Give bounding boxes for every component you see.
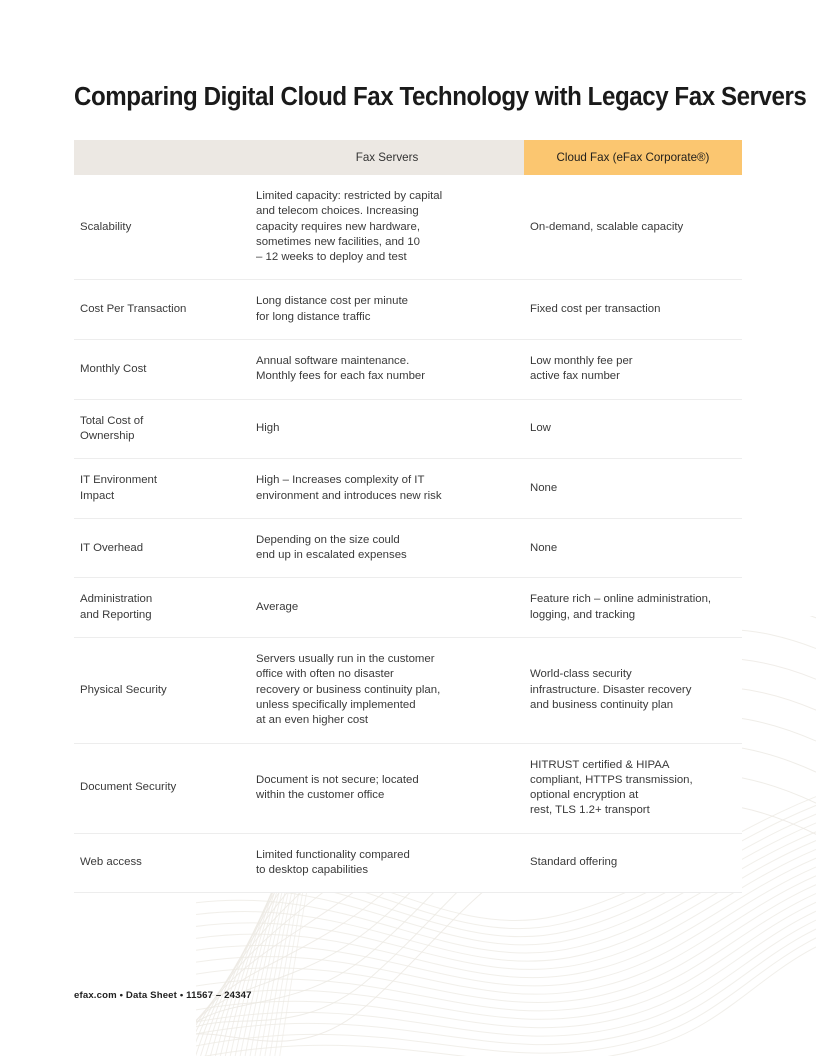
cell-line: optional encryption at (530, 789, 639, 802)
cell-fax-servers-5 (250, 518, 524, 578)
cell-line: Scalability (80, 220, 132, 233)
cell-line: office with often no disaster (256, 668, 394, 681)
cell-line: environment and introduces new risk (256, 489, 442, 502)
table-row (74, 399, 742, 459)
cell-cloud-fax-8 (524, 743, 742, 833)
cell-feature-7 (74, 638, 250, 743)
cell-line: None (530, 541, 558, 554)
cell-cloud-fax-9 (524, 833, 742, 893)
column-header-fax-servers: Fax Servers (250, 140, 524, 175)
cell-line: logging, and tracking (530, 608, 636, 621)
cell-feature-2 (74, 340, 250, 400)
cell-line: and Reporting (80, 608, 152, 621)
cell-fax-servers-3 (250, 399, 524, 459)
cell-line: Standard offering (530, 856, 618, 869)
cell-fax-servers-0 (250, 175, 524, 280)
cell-line: Administration (80, 593, 153, 606)
table-header-row (74, 140, 742, 175)
cell-line: Physical Security (80, 683, 167, 696)
cell-feature-1 (74, 280, 250, 340)
cell-line: Fixed cost per transaction (530, 303, 661, 316)
table-row (74, 459, 742, 519)
cell-line: recovery or business continuity plan, (256, 683, 441, 696)
cell-line: On-demand, scalable capacity (530, 220, 684, 233)
table-row (74, 578, 742, 638)
table-row (74, 340, 742, 400)
cell-line: None (530, 481, 558, 494)
cell-fax-servers-2 (250, 340, 524, 400)
cell-line: World-class security (530, 668, 632, 681)
table-row (74, 518, 742, 578)
cell-fax-servers-1 (250, 280, 524, 340)
cell-line: High (256, 422, 280, 435)
cell-feature-9 (74, 833, 250, 893)
cell-line: infrastructure. Disaster recovery (530, 683, 692, 696)
cell-line: – 12 weeks to deploy and test (256, 251, 407, 264)
cell-line: Low (530, 422, 551, 435)
cell-feature-0 (74, 175, 250, 280)
cell-fax-servers-7 (250, 638, 524, 743)
cell-line: active fax number (530, 370, 620, 383)
table-row (74, 743, 742, 833)
footer-text: efax.com • Data Sheet • 11567 – 24347 (74, 990, 252, 1001)
cell-fax-servers-9 (250, 833, 524, 893)
cell-fax-servers-6 (250, 578, 524, 638)
cell-line: sometimes new facilities, and 10 (256, 235, 420, 248)
cell-line: Low monthly fee per (530, 355, 633, 368)
table-row (74, 638, 742, 743)
cell-line: IT Overhead (80, 541, 144, 554)
cell-line: to desktop capabilities (256, 864, 369, 877)
cell-line: for long distance traffic (256, 310, 371, 323)
cell-feature-5 (74, 518, 250, 578)
cell-cloud-fax-5 (524, 518, 742, 578)
cell-line: Average (256, 601, 299, 614)
table-body (74, 175, 742, 893)
column-header-cloud-fax: Cloud Fax (eFax Corporate®) (524, 140, 742, 175)
cell-cloud-fax-4 (524, 459, 742, 519)
cell-cloud-fax-3 (524, 399, 742, 459)
cell-line: Depending on the size could (256, 533, 400, 546)
cell-feature-3 (74, 399, 250, 459)
cell-fax-servers-4 (250, 459, 524, 519)
cell-line: HITRUST certified & HIPAA (530, 758, 670, 771)
cell-feature-6 (74, 578, 250, 638)
cell-feature-4 (74, 459, 250, 519)
cell-line: Impact (80, 489, 115, 502)
cell-fax-servers-8 (250, 743, 524, 833)
cell-cloud-fax-0 (524, 175, 742, 280)
cell-line: within the customer office (256, 789, 385, 802)
cell-line: compliant, HTTPS transmission, (530, 773, 693, 786)
comparison-table (74, 140, 742, 893)
cell-line: Servers usually run in the customer (256, 653, 435, 666)
table-header (74, 140, 742, 175)
table-row (74, 280, 742, 340)
cell-line: Feature rich – online administration, (530, 593, 712, 606)
cell-line: High – Increases complexity of IT (256, 474, 425, 487)
table-row (74, 833, 742, 893)
cell-cloud-fax-1 (524, 280, 742, 340)
cell-line: Monthly Cost (80, 362, 147, 375)
cell-line: Ownership (80, 429, 135, 442)
cell-feature-8 (74, 743, 250, 833)
cell-line: and business continuity plan (530, 698, 674, 711)
column-header-feature (74, 140, 250, 175)
cell-line: Limited functionality compared (256, 848, 410, 861)
cell-line: Document is not secure; located (256, 773, 419, 786)
cell-line: Limited capacity: restricted by capital (256, 190, 443, 202)
cell-line: capacity requires new hardware, (256, 220, 420, 233)
cell-line: end up in escalated expenses (256, 549, 407, 562)
cell-line: at an even higher cost (256, 714, 369, 727)
cell-cloud-fax-2 (524, 340, 742, 400)
cell-cloud-fax-6 (524, 578, 742, 638)
cell-line: unless specifically implemented (256, 698, 416, 711)
cell-line: Long distance cost per minute (256, 295, 408, 308)
cell-line: Total Cost of (80, 414, 144, 427)
table-row (74, 175, 742, 280)
cell-line: and telecom choices. Increasing (256, 205, 419, 218)
page-title: Comparing Digital Cloud Fax Technology with Legacy Fax Servers (74, 83, 807, 111)
cell-line: Web access (80, 856, 142, 869)
cell-line: Cost Per Transaction (80, 303, 187, 316)
cell-line: rest, TLS 1.2+ transport (530, 804, 650, 817)
cell-line: Annual software maintenance. (256, 355, 410, 368)
cell-cloud-fax-7 (524, 638, 742, 743)
cell-line: Document Security (80, 781, 177, 794)
cell-line: IT Environment (80, 474, 158, 487)
cell-line: Monthly fees for each fax number (256, 370, 426, 383)
